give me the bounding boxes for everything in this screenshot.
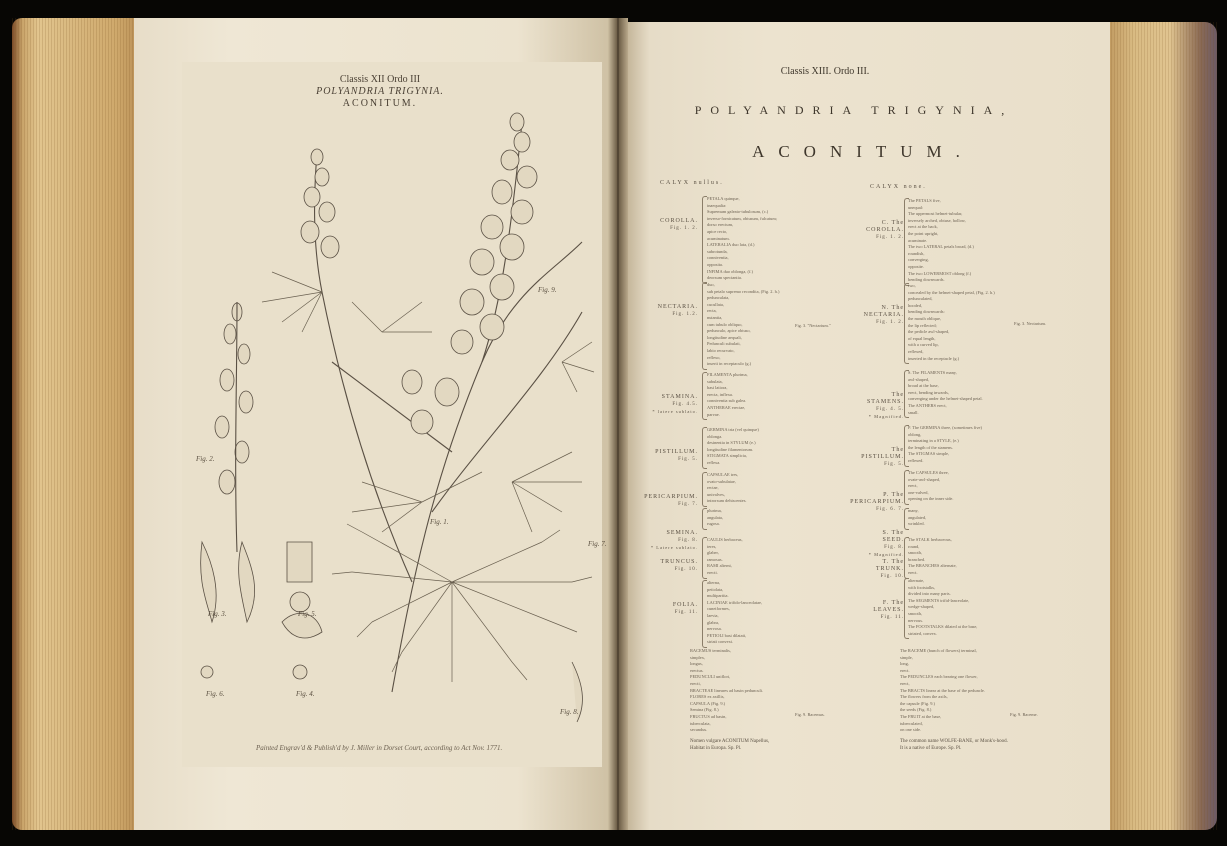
description-line: INFIMA duo oblonga, (f.)	[707, 268, 753, 274]
description-line: ANTHERAE erectae,	[707, 404, 746, 410]
raceme-line: PEDUNCULI uniflori,	[690, 674, 731, 680]
aconitum-illustration	[182, 62, 602, 767]
description-line: wedge-shaped,	[908, 604, 935, 610]
description-line: inserti in receptaculo (g.)	[707, 361, 752, 367]
description-line: with a curved lip,	[908, 342, 939, 348]
latin-section-text	[707, 282, 779, 368]
raceme-line: longus,	[690, 661, 703, 667]
plate-title-line1: Classis XII Ordo III	[339, 74, 421, 85]
english-section-text	[908, 283, 995, 362]
latin-footer	[690, 738, 769, 752]
description-line: pedunculated,	[908, 296, 933, 302]
section-name: NECTARIA.	[863, 312, 904, 318]
description-line: erect.	[908, 569, 918, 575]
description-line: CAULIS herbaceus,	[707, 537, 743, 542]
description-line: converging under the helmet-shaped petal.	[908, 396, 983, 402]
description-line: The PETALS five,	[908, 198, 941, 203]
latin-section-label	[636, 218, 698, 232]
description-line: apice recto,	[707, 228, 728, 234]
latin-section-label	[636, 394, 698, 415]
description-line: The STALK herbaceous,	[908, 537, 952, 542]
section-prefix: F. The	[882, 600, 904, 606]
description-line: ovato-subulatae,	[707, 478, 736, 484]
description-line: terminating in a STYLE, (e.)	[908, 438, 959, 444]
description-line: Supremum galeato-tubulosum, (c.)	[707, 209, 769, 215]
section-name: STAMINA.	[661, 394, 698, 400]
description-line: of equal length,	[908, 335, 936, 341]
section-fig: Fig. 5.	[884, 462, 904, 467]
description-line: conniventia sub galea.	[707, 398, 747, 404]
description-line: striati convexi.	[707, 639, 734, 645]
description-line: nervous.	[908, 617, 923, 623]
section-name: PERICARPIUM.	[850, 499, 904, 505]
section-fig: Fig. 11.	[674, 610, 698, 615]
description-line: sub petalo supremo recondita, (Fig. 2. h.)	[707, 288, 780, 294]
description-line: conniventia,	[707, 255, 729, 261]
description-line: small.	[908, 409, 919, 415]
section-name: SEMINA.	[666, 530, 698, 536]
description-line: ovate-awl-shaped,	[908, 476, 941, 482]
section-name: PISTILLUM.	[655, 449, 698, 455]
description-line: erect at the back,	[908, 224, 938, 230]
english-raceme-text	[900, 648, 985, 734]
raceme-note: Fig. 9. Racemus.	[795, 712, 825, 717]
description-line: broad at the base,	[908, 383, 939, 389]
raceme-line: CAPSULA (Fig. 9.)	[690, 700, 726, 706]
english-section-text	[908, 370, 983, 416]
latin-section-text	[707, 472, 747, 505]
latin-section-text	[707, 427, 759, 467]
description-line: the lip reflected;	[908, 322, 937, 328]
section-fig: Fig. 10.	[880, 574, 904, 579]
section-fig: Fig. 4. 5.	[876, 407, 904, 412]
latin-raceme-text	[690, 648, 763, 734]
description-line: plurima,	[707, 508, 722, 513]
latin-section-label	[636, 494, 698, 508]
description-line: LACINIAE trifido-lanceolatae,	[707, 599, 763, 605]
english-section-text	[908, 537, 957, 577]
english-section-label	[836, 305, 904, 326]
latin-section-text	[707, 537, 743, 577]
latin-section-text	[707, 196, 777, 282]
fig-label: Fig. 4.	[296, 690, 315, 698]
section-sub: * Magnified.	[868, 414, 904, 419]
description-line: reflexed,	[908, 348, 924, 354]
description-line: smooth,	[908, 610, 923, 616]
plate-title	[300, 74, 460, 110]
description-line: angulated,	[908, 514, 927, 520]
plate-title-line3: ACONITUM.	[342, 98, 418, 109]
section-name: PERICARPIUM.	[644, 494, 698, 500]
raceme-line: erect.	[900, 667, 910, 673]
description-line: inversely arched, obtuse, hollow,	[908, 217, 966, 223]
section-note: Fig. 3. Nectarium.	[1014, 320, 1047, 326]
description-line: cuneiformes,	[707, 606, 730, 612]
description-line: with footstalks,	[908, 584, 936, 590]
description-line: LATERALIA duo lata, (d.)	[707, 242, 755, 248]
description-line: wrinkled.	[908, 521, 925, 527]
fig-label: Fig. 1.	[430, 518, 449, 526]
description-line: alterna,	[707, 580, 721, 585]
section-name: COROLLA.	[866, 227, 904, 233]
raceme-line: FRUCTUS ad basin,	[690, 713, 727, 719]
raceme-line: The FRUIT at the base,	[900, 713, 942, 719]
description-line: oblong,	[908, 431, 922, 437]
section-fig: Fig. 1. 2.	[670, 226, 698, 231]
section-name: COROLLA.	[660, 218, 698, 224]
raceme-line: The RACEME (bunch of flowers) terminal,	[900, 648, 977, 653]
genus-heading: POLYANDRIA TRIGYNIA,	[694, 103, 1014, 117]
latin-section-label	[636, 304, 698, 318]
description-line: subulata,	[707, 378, 723, 384]
raceme-line: Semina (Fig. 8.)	[690, 707, 719, 713]
left-page-edges	[12, 18, 142, 830]
section-prefix: P. The	[883, 492, 904, 498]
description-line: oblonga.	[707, 433, 723, 439]
section-prefix: The	[891, 447, 904, 453]
latin-section-text	[707, 580, 762, 646]
section-fig: Fig. 4.5.	[672, 402, 698, 407]
description-line: teres,	[707, 543, 717, 549]
fig-label: Fig. 5.	[298, 610, 317, 618]
description-line: The ANTHERS erect,	[908, 402, 947, 408]
description-line: pedunculo, apice obtuso,	[707, 328, 751, 334]
latin-section-label	[636, 559, 698, 573]
description-line: deorsum spectantia.	[707, 275, 742, 281]
section-name: LEAVES.	[873, 607, 904, 613]
description-line: PETIOLI basi dilatati,	[707, 632, 747, 638]
section-fig: Fig. 10.	[674, 567, 698, 572]
description-line: the length of the stamens.	[908, 444, 953, 450]
raceme-line: tuberculated,	[900, 720, 923, 726]
description-line: rectae,	[707, 485, 719, 491]
raceme-line: tuberculata,	[690, 720, 711, 726]
book-gutter	[608, 18, 628, 830]
section-sub: * Latere sublato.	[650, 545, 698, 550]
raceme-line: The PEDUNCLES each bearing one flower,	[900, 674, 978, 680]
raceme-line: The BRACTS linear at the base of the peduncle.	[900, 687, 985, 693]
latin-section-label	[636, 530, 698, 551]
english-footer-line: The common name WOLFE-BANE, or Monk's-hood.	[900, 739, 1008, 744]
description-line: reflexed.	[908, 457, 924, 463]
raceme-line: BRACTEAE lineares ad basin pedunculi.	[690, 687, 764, 693]
description-line: GERMINA tria (vel quinque)	[707, 427, 759, 432]
description-line: introrsum dehiscentes.	[707, 498, 747, 504]
description-line: hooded,	[908, 302, 923, 308]
right-page-edges	[1099, 22, 1217, 830]
latin-section-label	[636, 449, 698, 463]
raceme-line: erectus.	[690, 667, 704, 673]
description-line: Pedunculi subulati,	[707, 341, 741, 347]
fig-label: Fig. 3.	[208, 610, 227, 618]
section-name: STAMENS.	[866, 399, 904, 405]
english-section-text	[908, 578, 977, 637]
description-line: divided into many parts.	[908, 591, 951, 597]
description-line: basi latiora,	[707, 385, 728, 391]
section-fig: Fig. 8.	[884, 545, 904, 550]
raceme-line: simple,	[900, 654, 913, 660]
raceme-line: erect,	[900, 680, 910, 686]
description-line: bending downwards:	[908, 309, 945, 315]
description-line: converging,	[908, 257, 929, 263]
description-line: acuminatum.	[707, 235, 730, 241]
description-line: The BRANCHES alternate,	[908, 563, 957, 569]
description-line: PETALA quinque,	[707, 196, 740, 201]
description-line: dorso erectum,	[707, 222, 734, 228]
english-section-label	[836, 220, 904, 241]
description-line: the point upright,	[908, 230, 939, 236]
classis-heading: Classis XIII. Ordo III.	[780, 66, 870, 77]
raceme-line: the capsule (Fig. 9.)	[900, 700, 935, 706]
description-line: laevia,	[707, 612, 719, 618]
description-line: opposite.	[908, 263, 924, 269]
section-sub: * latere sublato.	[652, 409, 698, 414]
section-prefix: C. The	[881, 220, 904, 226]
description-line: unequal:	[908, 204, 924, 210]
description-line: desinentia in STYLUM (e.)	[707, 440, 756, 446]
description-line: opposita.	[707, 261, 723, 267]
english-footer-line: It is a native of Europe. Sp. Pl.	[900, 746, 962, 751]
species-heading: ACONITUM.	[752, 142, 974, 161]
section-name: NECTARIA.	[657, 304, 698, 310]
english-section-label	[836, 559, 904, 580]
description-line: acuminate.	[908, 237, 928, 243]
description-line: duo,	[707, 282, 715, 287]
english-section-text	[908, 470, 953, 503]
raceme-note: Fig. 9. Raceme.	[1010, 712, 1038, 717]
description-line: erecti.	[707, 569, 718, 575]
description-line: the pedicle awl-shaped,	[908, 329, 950, 335]
description-line: erect,	[908, 483, 918, 489]
section-fig: Fig. 11.	[880, 615, 904, 620]
description-line: reflexo,	[707, 354, 721, 360]
description-line: many,	[908, 508, 919, 513]
description-line: opening on the inner side.	[908, 496, 954, 502]
description-line: longitudine filamentorum.	[707, 446, 754, 452]
english-section-text	[908, 198, 974, 284]
section-fig: Fig. 1.2.	[672, 312, 698, 317]
english-section-text	[908, 508, 926, 528]
section-fig: Fig. 8.	[678, 538, 698, 543]
description-line: cucullata,	[707, 301, 724, 307]
description-line: labio recurvato,	[707, 347, 735, 353]
description-line: S. The FILAMENTS many,	[908, 370, 957, 375]
section-name: SEED.	[882, 537, 904, 543]
latin-section-label	[636, 602, 698, 616]
description-line: concealed by the helmet-shaped petal, (Fig. 2. h.)	[908, 289, 995, 295]
description-line: parvae.	[707, 411, 720, 417]
section-name: TRUNK.	[875, 566, 904, 572]
raceme-line: The flowers from the axils,	[900, 694, 948, 700]
description-line: The uppermost helmet-tubular,	[908, 211, 963, 217]
english-section-label	[836, 600, 904, 621]
section-prefix: T. The	[882, 559, 904, 565]
fig-label: Fig. 2.	[196, 455, 215, 463]
english-column-head: CALYX none.	[870, 184, 927, 190]
description-line: two,	[908, 283, 916, 288]
english-section-label	[836, 447, 904, 468]
fig-label: Fig. 7.	[588, 540, 607, 548]
english-footer	[900, 738, 1008, 752]
latin-column-head: CALYX nullus.	[660, 180, 724, 186]
description-line: reflexa.	[707, 459, 721, 465]
english-section-text	[908, 425, 982, 465]
description-line: glaber,	[707, 550, 719, 556]
description-line: erecta, inflexa.	[707, 391, 733, 397]
description-line: petiolata,	[707, 586, 724, 592]
description-line: rugosa.	[707, 521, 720, 527]
english-section-label	[836, 392, 904, 420]
description-line: one-valved,	[908, 489, 929, 495]
raceme-line: on one side.	[900, 727, 922, 733]
section-note: Fig. 3. "Nectarium."	[795, 322, 831, 328]
latin-footer-line: Nomen vulgare ACONITUM Napellus,	[690, 739, 770, 744]
description-line: inverso-fornicatum, obtusum, fulcatum;	[707, 215, 777, 221]
description-line: multipartita.	[707, 593, 729, 599]
description-line: glabra,	[707, 619, 720, 625]
description-line: P. The GERMINA three, (sometimes five)	[908, 425, 982, 430]
section-name: TRUNCUS.	[660, 559, 698, 565]
fig-label: Fig. 8.	[560, 708, 579, 716]
description-line: The FOOTSTALKS dilated at the base,	[908, 624, 978, 630]
section-fig: Fig. 7.	[678, 502, 698, 507]
description-line: FILAMENTA plurima,	[707, 372, 748, 377]
description-line: cum tubulo obliquo,	[707, 321, 743, 327]
section-name: FOLIA.	[672, 602, 698, 608]
latin-section-text	[707, 372, 748, 418]
description-line: branched.	[908, 556, 926, 562]
description-line: nutantia,	[707, 314, 723, 320]
section-fig: Fig. 5.	[678, 457, 698, 462]
description-line: bending downwards.	[908, 277, 945, 283]
description-line: pedunculata,	[707, 295, 730, 301]
raceme-line: secundus.	[690, 727, 708, 733]
english-section-label	[836, 492, 904, 513]
description-line: The two LATERAL petals broad, (d.)	[908, 244, 974, 250]
raceme-line: the seeds (Fig. 8.)	[900, 707, 932, 713]
description-line: the mouth oblique,	[908, 315, 942, 321]
description-line: inaequalia:	[707, 202, 727, 208]
description-line: erect, bending inwards,	[908, 389, 949, 395]
botanical-plate	[182, 62, 602, 767]
description-line: roundish,	[908, 250, 925, 256]
description-line: striated, convex.	[908, 630, 937, 636]
description-line: univalves,	[707, 491, 725, 497]
description-line: alternate,	[908, 578, 925, 583]
description-line: nervosa.	[707, 626, 722, 632]
description-line: round,	[908, 543, 920, 549]
section-fig: Fig. 6. 7.	[876, 507, 904, 512]
description-line: ramosus.	[707, 556, 723, 562]
plate-title-line2: POLYANDRIA TRIGYNIA.	[316, 86, 444, 97]
description-line: inserted in the receptacle (g.)	[908, 355, 960, 361]
section-prefix: N. The	[881, 305, 904, 311]
section-name: PISTILLUM.	[861, 454, 904, 460]
description-line: The STIGMAS simple,	[908, 451, 950, 457]
description-line: RAMI alterni,	[707, 563, 732, 569]
raceme-line: FLORES ex axillis,	[690, 694, 725, 700]
description-line: angulata,	[707, 514, 723, 520]
description-line: The two LOWERMOST oblong (f.)	[908, 270, 972, 276]
description-line: recta,	[707, 308, 717, 314]
english-section-label	[836, 530, 904, 558]
plate-imprint: Painted Engrav'd & Publish'd by J. Miller in Dorset Court, according to Act Nov. 1771.	[256, 744, 503, 752]
description-line: CAPSULAE tres,	[707, 472, 739, 477]
description-line: longitudine aequali,	[707, 334, 742, 340]
description-line: The CAPSULES three,	[908, 470, 949, 475]
section-fig: Fig. 1. 2.	[876, 320, 904, 325]
fig-label: Fig. 6.	[206, 690, 225, 698]
latin-footer-line: Habitat in Europa. Sp. Pl.	[690, 746, 742, 751]
description-line: subrotunda,	[707, 248, 728, 254]
latin-section-text	[707, 508, 723, 528]
description-line: STIGMATA simplicia,	[707, 453, 747, 459]
fig-label: Fig. 9.	[538, 286, 557, 294]
section-sub: * Magnified.	[868, 552, 904, 557]
raceme-line: erecti,	[690, 680, 701, 686]
section-fig: Fig. 1. 2.	[876, 235, 904, 240]
raceme-line: long,	[900, 661, 909, 667]
raceme-line: RACEMUS terminalis,	[690, 648, 731, 653]
description-line: The SEGMENTS trifid-lanceolate,	[908, 597, 970, 603]
description-line: awl-shaped,	[908, 376, 930, 382]
description-line: smooth,	[908, 550, 923, 556]
section-prefix: S. The	[882, 530, 904, 536]
raceme-line: simplex,	[690, 654, 706, 660]
section-prefix: The	[891, 392, 904, 398]
